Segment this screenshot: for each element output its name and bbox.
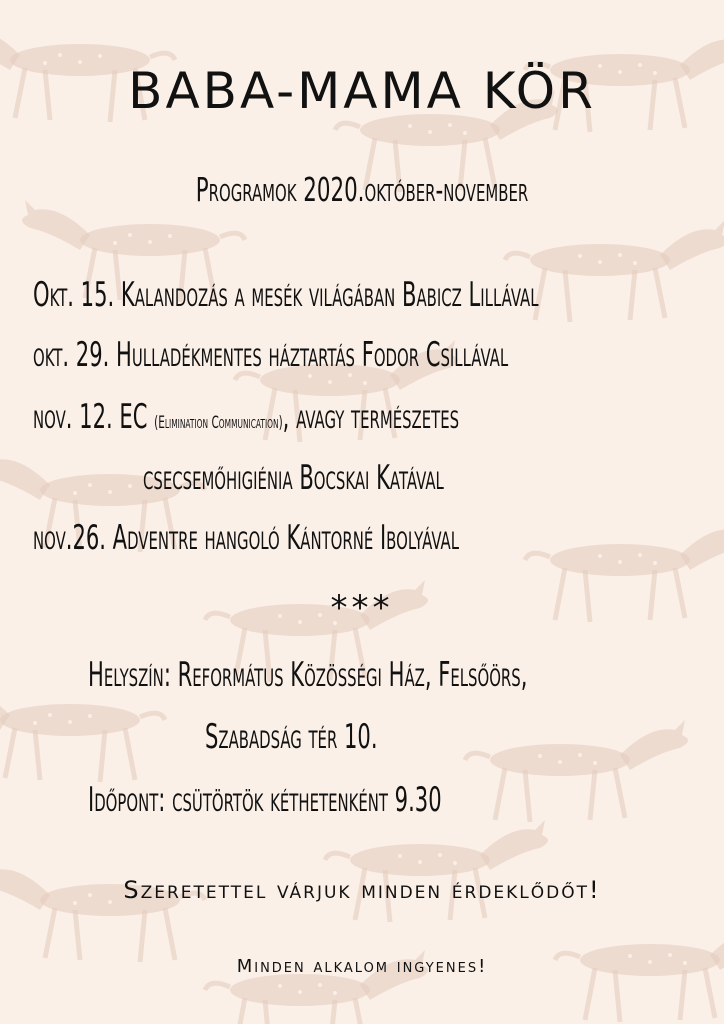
location-line: Helyszín: Református Közösségi Ház, Felsőörs, — [88, 655, 528, 695]
program-item-2: okt. 29. Hulladékmentes háztartás Fodor Csillával — [33, 335, 509, 375]
program-item-3-continued: csecsemőhigiénia Bocskai Katával — [143, 458, 444, 498]
program-item-3-note: (Elimination Communication) — [154, 413, 283, 433]
free-entry-text: Minden alkalom ingyenes! — [236, 956, 488, 977]
subtitle: Programok 2020.október-november — [195, 170, 529, 209]
page-title: BABA-MAMA KÖR — [128, 62, 596, 120]
program-item-3 — [33, 397, 459, 437]
separator: *** — [330, 588, 394, 628]
program-item-3-title: , avagy természetes — [282, 397, 460, 437]
program-item-3-date: nov. 12. EC — [33, 397, 155, 437]
program-item-4: nov.26. Adventre hangoló Kántorné Ibolyával — [33, 518, 460, 558]
time-line: Időpont: csütörtök kéthetenként 9.30 — [88, 780, 442, 820]
program-item-1: Okt. 15. Kalandozás a mesék világában Babicz Lillával — [33, 275, 539, 315]
location-address: Szabadság tér 10. — [205, 717, 378, 757]
welcome-text: Szeretettel várjuk minden érdeklődőt! — [123, 876, 601, 904]
